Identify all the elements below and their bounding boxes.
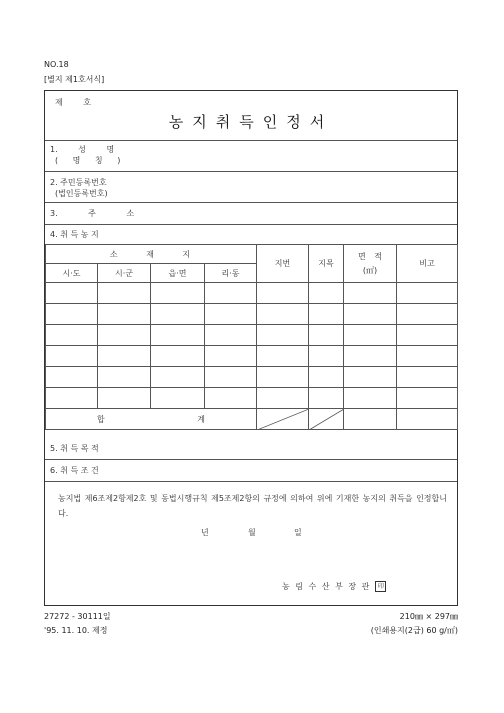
table-row: [46, 283, 458, 304]
footer-date: '95. 11. 10. 제정: [44, 626, 108, 635]
footer-size: 210㎜ × 297㎜: [399, 612, 458, 621]
city-header: 시·군: [98, 264, 151, 283]
date-year: 년: [201, 528, 209, 537]
land-table: [45, 244, 458, 430]
certification-statement: 농지법 제6조제2항제2호 및 동법시행규칙 제5조제2항의 규정에 의하여 위에 기재한 농지의 취득을 인정합니다.: [58, 494, 447, 518]
footer-paper: (인쇄용지(2급) 60 g/㎡): [370, 626, 458, 635]
table-row: [46, 304, 458, 325]
area-label: 면 적: [358, 252, 383, 261]
issuer-name: 농 림 수 산 부 장 관: [282, 582, 370, 591]
document-number-label: 제 호: [55, 98, 93, 107]
purpose-label: 5. 취 득 목 적: [50, 444, 99, 453]
note-header: 비고: [397, 245, 458, 283]
location-header: 소 재 지: [46, 245, 257, 264]
province-header: 시·도: [46, 264, 98, 283]
area-unit: (㎡): [362, 266, 378, 275]
divider: [45, 171, 457, 172]
divider: [45, 481, 457, 482]
total-note-cell: [397, 409, 458, 430]
lot-number-header: 지번: [257, 245, 309, 283]
page-title: 농지취득인정서: [168, 113, 334, 131]
divider: [45, 202, 457, 203]
town-header: 읍·면: [151, 264, 205, 283]
conditions-label: 6. 취 득 조 건: [50, 466, 99, 475]
name-sub-label: ( 명 칭 ): [55, 156, 121, 165]
total-area-cell: [344, 409, 397, 430]
table-row: [46, 367, 458, 388]
date-day: 일: [294, 528, 302, 537]
village-header: 리·동: [205, 264, 257, 283]
total-label: 합 계: [46, 409, 257, 430]
registration-sub-label: (법인등록번호): [55, 189, 108, 198]
address-label: 3. 주 소: [50, 209, 135, 218]
land-label: 4. 취 득 농 지: [50, 230, 99, 239]
table-row: [46, 346, 458, 367]
divider: [45, 224, 457, 225]
total-category-slash: [309, 409, 344, 430]
issuer: [282, 581, 386, 592]
table-row: [46, 388, 458, 409]
table-row: [46, 325, 458, 346]
area-header: [344, 245, 397, 283]
registration-label: 2. 주민등록번호: [50, 178, 107, 187]
land-category-header: 지목: [309, 245, 344, 283]
form-type: [별지 제1호서식]: [44, 75, 105, 84]
name-label: 1. 성 명: [50, 145, 115, 154]
form-number: NO.18: [44, 60, 69, 69]
divider: [45, 140, 457, 141]
total-lot-slash: [257, 409, 309, 430]
total-row: [46, 409, 458, 430]
divider: [45, 459, 457, 460]
certificate-frame: [44, 90, 458, 606]
footer-code: 27272 - 30111일: [44, 612, 111, 621]
date-month: 월: [248, 528, 256, 537]
seal-icon: 印: [375, 581, 386, 592]
